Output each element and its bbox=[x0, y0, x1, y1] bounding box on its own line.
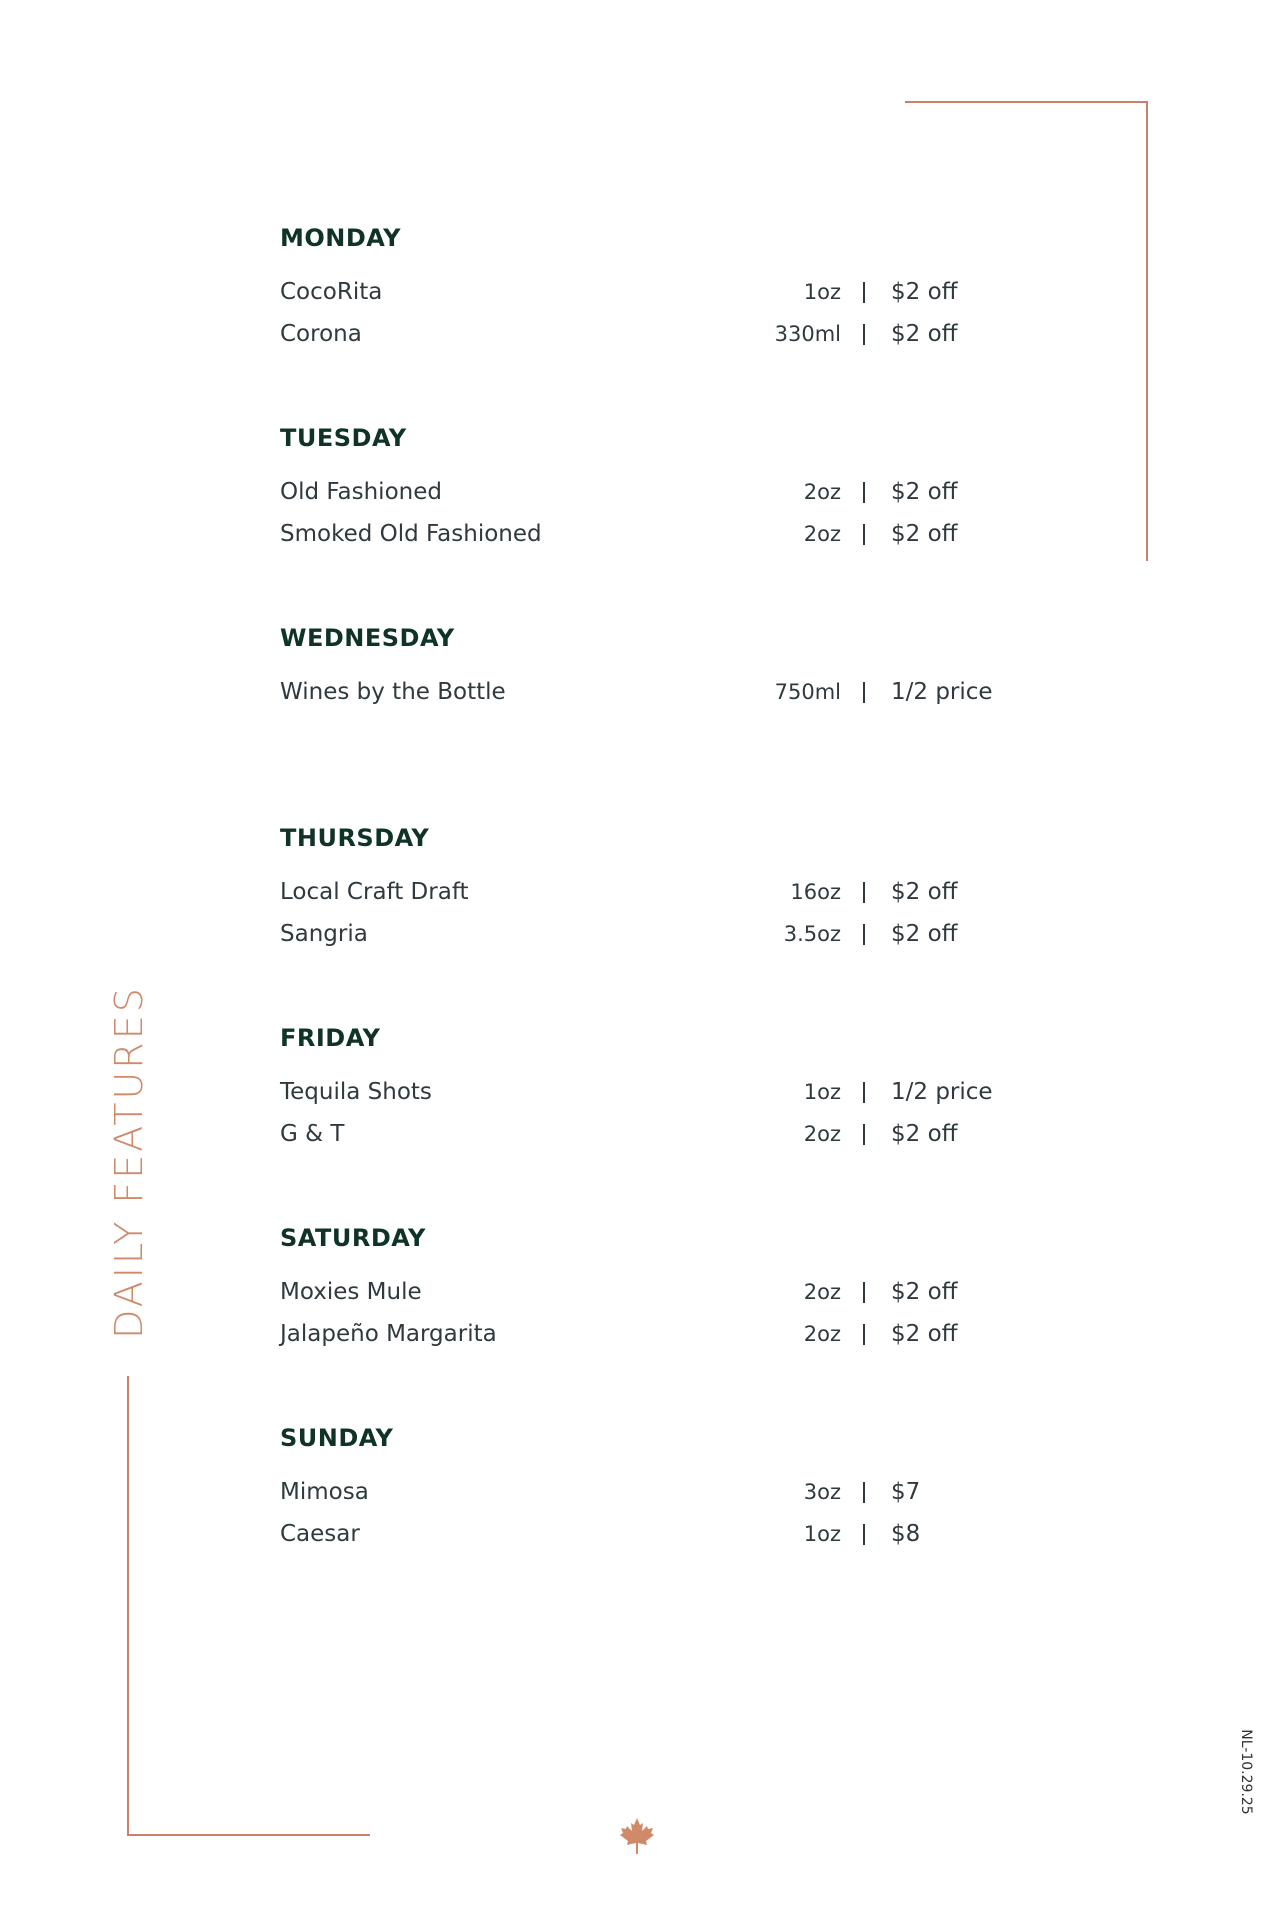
item-name: Moxies Mule bbox=[280, 1279, 422, 1305]
day-section-saturday bbox=[280, 1221, 1040, 1421]
item-name: Sangria bbox=[280, 921, 368, 947]
item-price: $8 bbox=[891, 1521, 921, 1547]
item-name: Local Craft Draft bbox=[280, 879, 469, 905]
item-size: 2oz bbox=[803, 1280, 841, 1304]
menu-item bbox=[280, 913, 1040, 955]
item-price: $2 off bbox=[891, 279, 958, 305]
day-section-monday bbox=[280, 221, 1040, 421]
divider bbox=[863, 282, 865, 303]
item-price: $2 off bbox=[891, 321, 958, 347]
item-name: Tequila Shots bbox=[280, 1079, 432, 1105]
menu-item bbox=[280, 1113, 1040, 1155]
item-name: CocoRita bbox=[280, 279, 383, 305]
divider bbox=[863, 1324, 865, 1345]
item-name: Jalapeño Margarita bbox=[280, 1321, 497, 1347]
menu-item bbox=[280, 513, 1040, 555]
item-size: 1oz bbox=[803, 1080, 841, 1104]
item-size: 2oz bbox=[803, 480, 841, 504]
menu-item bbox=[280, 1513, 1040, 1555]
menu-item bbox=[280, 313, 1040, 355]
item-name: Smoked Old Fashioned bbox=[280, 521, 542, 547]
item-price: $2 off bbox=[891, 479, 958, 505]
divider bbox=[863, 1482, 865, 1503]
item-price: $2 off bbox=[891, 521, 958, 547]
item-name: Wines by the Bottle bbox=[280, 679, 506, 705]
divider bbox=[863, 882, 865, 903]
item-price: $2 off bbox=[891, 879, 958, 905]
menu-item bbox=[280, 871, 1040, 913]
day-section-friday bbox=[280, 1021, 1040, 1221]
item-size: 1oz bbox=[803, 280, 841, 304]
divider bbox=[863, 524, 865, 545]
day-title: SUNDAY bbox=[280, 1424, 394, 1452]
item-size: 1oz bbox=[803, 1522, 841, 1546]
divider bbox=[863, 482, 865, 503]
divider bbox=[863, 682, 865, 703]
divider bbox=[863, 1282, 865, 1303]
day-section-sunday bbox=[280, 1421, 1040, 1621]
item-price: $2 off bbox=[891, 921, 958, 947]
divider bbox=[863, 924, 865, 945]
day-title: THURSDAY bbox=[280, 824, 430, 852]
menu-item bbox=[280, 1071, 1040, 1113]
menu-item bbox=[280, 471, 1040, 513]
day-section-tuesday bbox=[280, 421, 1040, 621]
day-title: WEDNESDAY bbox=[280, 624, 455, 652]
item-price: $7 bbox=[891, 1479, 921, 1505]
item-size: 3oz bbox=[803, 1480, 841, 1504]
item-price: $2 off bbox=[891, 1321, 958, 1347]
item-size: 2oz bbox=[803, 1322, 841, 1346]
item-size: 2oz bbox=[803, 1122, 841, 1146]
item-name: Mimosa bbox=[280, 1479, 369, 1505]
item-name: Old Fashioned bbox=[280, 479, 442, 505]
divider bbox=[863, 1524, 865, 1545]
item-size: 16oz bbox=[790, 880, 841, 904]
document-code: NL-10.29.25 bbox=[1238, 1729, 1254, 1815]
menu-item bbox=[280, 1271, 1040, 1313]
day-title: SATURDAY bbox=[280, 1224, 426, 1252]
day-title: FRIDAY bbox=[280, 1024, 381, 1052]
item-price: 1/2 price bbox=[891, 1079, 993, 1105]
day-title: TUESDAY bbox=[280, 424, 407, 452]
item-size: 330ml bbox=[774, 322, 841, 346]
frame-line-bottom bbox=[127, 1834, 370, 1836]
frame-line-top bbox=[905, 101, 1148, 103]
menu-item bbox=[280, 271, 1040, 313]
day-section-thursday bbox=[280, 821, 1040, 1021]
item-price: $2 off bbox=[891, 1121, 958, 1147]
side-title: DAILY FEATURES bbox=[107, 985, 151, 1339]
divider bbox=[863, 324, 865, 345]
frame-line-right bbox=[1146, 101, 1148, 561]
item-name: Corona bbox=[280, 321, 362, 347]
maple-leaf-icon bbox=[620, 1817, 654, 1855]
menu-item bbox=[280, 1313, 1040, 1355]
item-price: $2 off bbox=[891, 1279, 958, 1305]
item-size: 750ml bbox=[774, 680, 841, 704]
item-size: 3.5oz bbox=[783, 922, 841, 946]
item-price: 1/2 price bbox=[891, 679, 993, 705]
frame-line-left bbox=[127, 1376, 129, 1836]
divider bbox=[863, 1082, 865, 1103]
item-size: 2oz bbox=[803, 522, 841, 546]
day-section-wednesday bbox=[280, 621, 1040, 821]
daily-features-menu bbox=[280, 221, 1040, 1621]
day-title: MONDAY bbox=[280, 224, 401, 252]
menu-item bbox=[280, 1471, 1040, 1513]
item-name: Caesar bbox=[280, 1521, 360, 1547]
menu-item bbox=[280, 671, 1040, 713]
divider bbox=[863, 1124, 865, 1145]
item-name: G & T bbox=[280, 1121, 345, 1147]
